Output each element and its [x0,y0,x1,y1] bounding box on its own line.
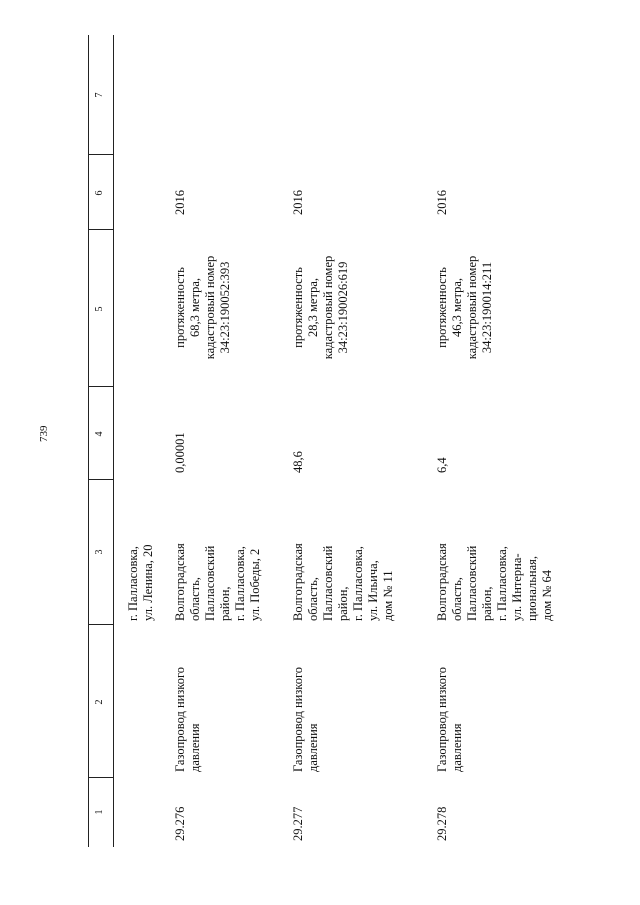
row-name: Газопровод низкого давления [291,666,320,772]
row-value: 0,00001 [173,432,187,473]
row-number: 29.276 [173,806,187,841]
col-separator-5 [88,229,113,230]
row-description: протяженность 68,3 метра, кадастровый номер 34:23:190052:393 [173,255,232,360]
row-name: Газопровод низкого давления [435,666,464,772]
row-value: 48,6 [291,451,305,473]
header-col-2: 2 [94,699,105,705]
table-top-border [88,35,89,847]
row-year: 2016 [291,190,305,215]
header-col-4: 4 [94,431,105,437]
header-col-6: 6 [94,190,105,196]
row-year: 2016 [173,190,187,215]
col-separator-1 [88,777,113,778]
row-description: протяженность 28,3 метра, кадастровый номер 34:23:190026:619 [291,255,350,360]
row-address: Волгоградская область, Палласовский район, г. Палласовка, ул. Интерна- циональная, дом № 64 [435,543,554,621]
header-col-1: 1 [94,809,105,815]
row-address: Волгоградская область, Палласовский район, г. Палласовка, ул. Победы, 2 [173,543,262,621]
header-col-5: 5 [94,306,105,312]
row-value: 6,4 [435,457,449,473]
col-separator-4 [88,386,113,387]
row-number: 29.277 [291,806,305,841]
row-name: Газопровод низкого давления [173,666,202,772]
col-separator-6 [88,154,113,155]
col-separator-2 [88,624,113,625]
header-bottom-border [113,35,114,847]
header-col-3: 3 [94,549,105,555]
page-number: 739 [38,425,50,442]
row-description: протяженность 46,3 метра, кадастровый номер 34:23:190014:211 [435,255,494,360]
col-separator-3 [88,479,113,480]
continuation-address: г. Палласовка, ул. Ленина, 20 [126,544,155,621]
row-address: Волгоградская область, Палласовский район, г. Палласовка, ул. Ильича, дом № 11 [291,543,395,621]
row-number: 29.278 [435,806,449,841]
header-col-7: 7 [94,92,105,98]
row-year: 2016 [435,190,449,215]
